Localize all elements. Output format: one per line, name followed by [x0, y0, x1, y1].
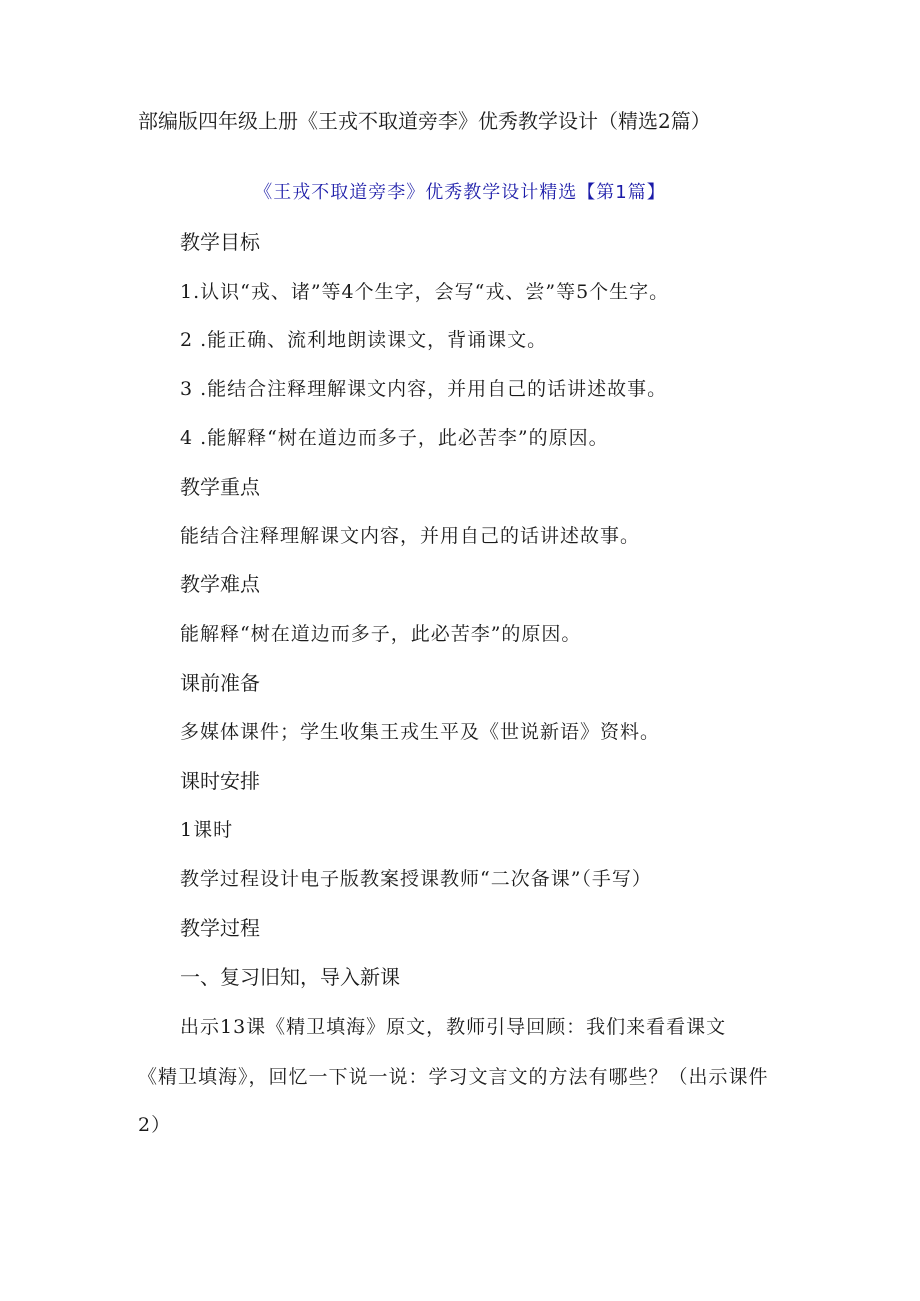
design-note: 教学过程设计电子版教案授课教师“二次备课”（手写）: [180, 868, 652, 890]
schedule-text: 1课时: [180, 819, 234, 841]
process-heading: 教学过程: [180, 916, 260, 940]
goal-item-3: 3 .能结合注释理解课文内容，并用自己的话讲述故事。: [180, 378, 668, 400]
goal-item-4: 4 .能解释“树在道边而多子，此必苦李”的原因。: [180, 427, 609, 449]
section-title-tag: 【第1篇】: [577, 182, 666, 203]
schedule-heading: 课时安排: [180, 769, 260, 793]
key-points-text: 能结合注释理解课文内容，并用自己的话讲述故事。: [180, 525, 641, 547]
section-title: [0, 180, 920, 206]
paragraph-line-1: 出示13课《精卫填海》原文，教师引导回顾：我们来看看课文: [180, 1016, 727, 1038]
paragraph-line-3: 2）: [138, 1114, 172, 1136]
step-1-heading: 一、复习旧知，导入新课: [180, 965, 400, 989]
goals-heading: 教学目标: [180, 230, 260, 254]
goal-item-2: 2 .能正确、流利地朗读课文，背诵课文。: [180, 329, 548, 351]
preparation-heading: 课前准备: [180, 671, 260, 695]
key-points-heading: 教学重点: [180, 475, 260, 499]
section-title-main: 《王戎不取道旁李》优秀教学设计精选: [254, 182, 578, 203]
goal-item-1: 1.认识“戎、诸”等4个生字，会写“戎、尝”等5个生字。: [180, 281, 670, 303]
document-title: 部编版四年级上册《王戎不取道旁李》优秀教学设计（精选2篇）: [138, 109, 711, 133]
paragraph-line-2: 《精卫填海》，回忆一下说一说：学习文言文的方法有哪些？（出示课件: [138, 1066, 769, 1088]
preparation-text: 多媒体课件；学生收集王戎生平及《世说新语》资料。: [180, 721, 661, 743]
difficulty-heading: 教学难点: [180, 572, 260, 596]
difficulty-text: 能解释“树在道边而多子，此必苦李”的原因。: [180, 623, 582, 645]
